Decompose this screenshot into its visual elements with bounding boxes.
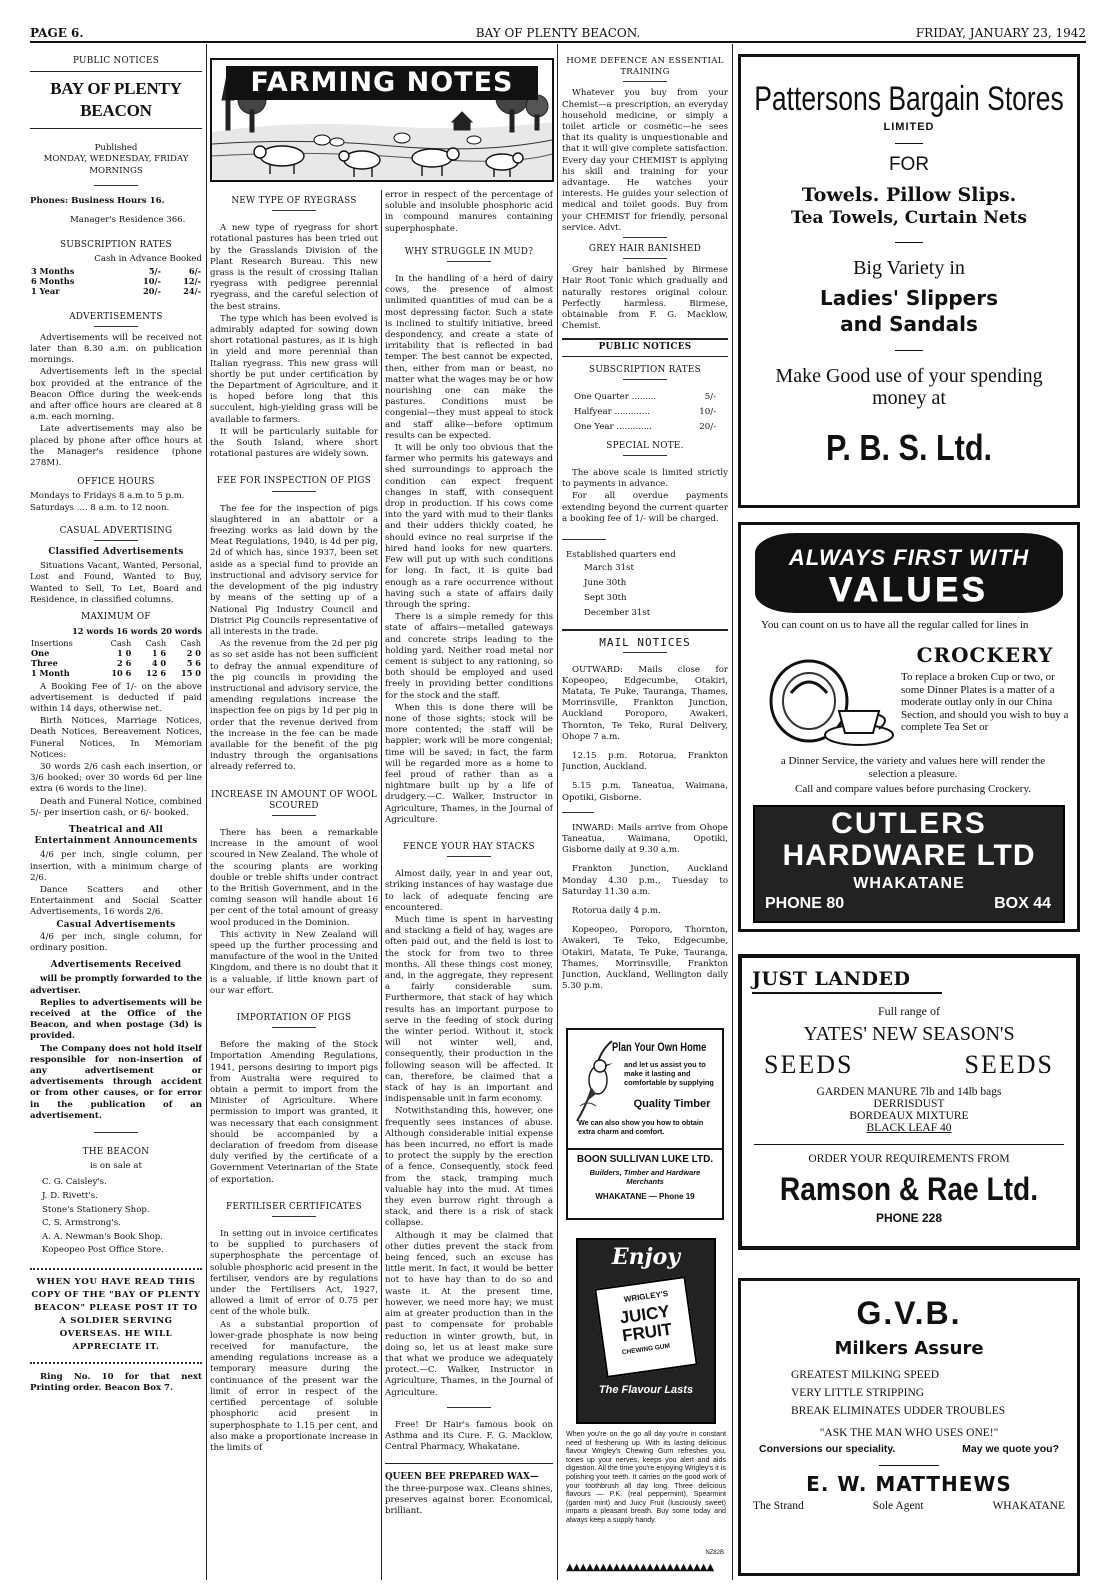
gvb-ask: "ASK THE MAN WHO USES ONE!" bbox=[819, 1427, 999, 1439]
rate-label: Halfyear ............. bbox=[574, 406, 650, 417]
paragraph: Birth Notices, Marriage Notices, Death Notices, Bereavement Notices, Funeral Notices, In Memoriam Notices: bbox=[30, 716, 202, 760]
quarter-item: March 31st bbox=[584, 563, 634, 574]
rates-list bbox=[562, 390, 728, 435]
boon-sullivan-ad bbox=[566, 1028, 724, 1220]
rule bbox=[754, 1144, 1064, 1145]
queen-bee-heading: QUEEN BEE PREPARED WAX— bbox=[385, 1472, 539, 1483]
table-cell: Cash bbox=[145, 637, 167, 648]
special-note-heading: SPECIAL NOTE. bbox=[606, 440, 684, 451]
divider bbox=[30, 1268, 202, 1270]
table-cell: One bbox=[31, 647, 50, 658]
paragraph: 4/6 per inch, single column, per insertion, with a minimum charge of 2/6. bbox=[30, 850, 202, 883]
queen-bee-text: the three-purpose wax. Cleans shines, preserves against borer. Economical, brilliant. bbox=[385, 1483, 553, 1516]
seeds-row bbox=[742, 1050, 1076, 1080]
article-heading: WHY STRUGGLE IN MUD? bbox=[404, 246, 534, 257]
table-cell: 5 6 bbox=[186, 657, 201, 668]
order-line: ORDER YOUR REQUIREMENTS FROM bbox=[808, 1153, 1010, 1165]
column-divider bbox=[206, 44, 207, 1580]
table-cell: Cash bbox=[180, 637, 201, 648]
divider bbox=[562, 539, 606, 540]
table-cell: 1 0 bbox=[117, 647, 132, 658]
phone-business: Phones: Business Hours 16. bbox=[30, 195, 165, 206]
black-leaf-line: BLACK LEAF 40 bbox=[866, 1122, 952, 1134]
divider bbox=[623, 81, 667, 82]
paragraph: 4/6 per inch, single column, for ordinary position. bbox=[30, 931, 202, 953]
nameplate: BAY OF PLENTY BEACON bbox=[50, 79, 182, 121]
short-rule bbox=[895, 350, 923, 351]
paragraph: OUTWARD: Mails close for Kopeopeo, Edgecumbe, Otakiri, Matata, Te Puke, Tauranga, Thames, Morrinsville, Frankton Junction, Auckland Poroporo, Awakeri, Thornton, Te Teko, Rural Delivery, Ohope 7 a.m. bbox=[562, 664, 728, 742]
paragraph: error in respect of the percentage of soluble and insoluble phosphoric acid in compound manures containing superphosphate. bbox=[385, 190, 553, 234]
paragraph: In the handling of a herd of dairy cows, the presence of almost unlimited quantities of mud can be a most depressing factor. Such a state is inclined to stultify initiative, breed despondency, and create a state of irritability that is reflected in bad temper. The best cannot be expected, then, either from man or beast, no matter what the wages may be or how nourishing one can make the pastures. Conditions must be congenial—they must appeal to stock and staff alike—before optimum results can be expected. bbox=[385, 274, 553, 441]
subscription-row bbox=[30, 286, 202, 296]
crockery-heading: CROCKERY bbox=[916, 643, 1054, 667]
divider bbox=[562, 338, 728, 340]
masthead bbox=[30, 26, 1086, 40]
crockery-call: Call and compare values before purchasing Crockery. bbox=[794, 783, 1031, 795]
gum-flavour: The Flavour Lasts bbox=[598, 1384, 694, 1396]
farming-notes-column-2 bbox=[385, 190, 553, 1580]
crockery-body-2: a Dinner Service, the variety and values here will render the selection a pleasure. bbox=[780, 755, 1046, 780]
full-range: Full range of bbox=[878, 1004, 940, 1018]
crockery-body: To replace a broken Cup or two, or some Dinner Plates is a matter of a moderate outlay only in our China Section, and should you wish to buy a complete Tea Set or bbox=[901, 671, 1069, 734]
masthead-rule bbox=[30, 41, 1086, 43]
paragraph: Replies to advertisements will be received at the Office of the Beacon, and when postage (3d) is provided. bbox=[30, 997, 202, 1042]
subscription-table bbox=[30, 266, 202, 296]
divider bbox=[272, 491, 316, 492]
table-cell: 4 0 bbox=[151, 657, 167, 668]
subscription-heading: SUBSCRIPTION RATES bbox=[589, 364, 701, 375]
subscription-row bbox=[30, 266, 202, 276]
insertion-rates-table bbox=[30, 638, 202, 678]
paragraph: Late advertisements may also be placed by phone after office hours at the Manager's residence (phone 278M). bbox=[30, 424, 202, 469]
pattersons-sandals: and Sandals bbox=[840, 312, 978, 336]
divider bbox=[623, 258, 667, 259]
divider bbox=[30, 1362, 202, 1364]
table-cell: 15 0 bbox=[181, 667, 201, 678]
received-heading: Advertisements Received bbox=[50, 960, 182, 971]
insertion-header-row bbox=[30, 638, 202, 648]
gvb-logo: G.V.B. bbox=[856, 1295, 962, 1331]
casual-ads-heading: Casual Advertisements bbox=[56, 919, 176, 930]
subscription-heading: SUBSCRIPTION RATES bbox=[60, 240, 172, 251]
rule bbox=[879, 1465, 939, 1466]
seller-list bbox=[30, 1176, 202, 1258]
paragraph: A Booking Fee of 1/- on the above advertisement is deducted if paid within 14 days, otherwise net. bbox=[30, 681, 202, 714]
table-cell: Cash bbox=[110, 637, 132, 648]
juicy-fruit-ad bbox=[566, 1236, 726, 1576]
mail-notices-heading: MAIL NOTICES bbox=[599, 636, 691, 650]
published-label: Published bbox=[94, 143, 138, 154]
gvb-milkers-ad bbox=[738, 1278, 1080, 1576]
plan-also: We can also show you how to obtain extra charm and comfort. bbox=[578, 1118, 704, 1136]
table-cell: 6 Months bbox=[31, 275, 75, 286]
paragraph: Although it may be claimed that other duties prevent the stack from being fenced, such an excuse has little merit. In fact, it would be better not to have hay than to do so and waste it. At the present time, however, we need more hay; we must aim at greater production than in the past to compensate for probable reduction in winter growth, but, in doing so, let us at least make sure that what we produce we adequately protect.—C. Walker, Instructor in Agriculture, Thames, in the Journal of Agriculture. bbox=[385, 1230, 553, 1398]
table-cell: 1 Year bbox=[31, 285, 60, 296]
paragraph: The Company does not hold itself responsible for non-insertion of any advertisement or advertisements through accident or from other causes, or for error in the publication of an advertisement. bbox=[30, 1043, 202, 1121]
paragraph: will be promptly forwarded to the advertiser. bbox=[30, 974, 202, 996]
paragraph: 12.15 p.m. Rotorua, Frankton Junction, Auckland. bbox=[562, 750, 728, 773]
seller-item: J. D. Rivett's. bbox=[42, 1191, 98, 1202]
ramson-phone: PHONE 228 bbox=[875, 1211, 943, 1225]
banner-title: FARMING NOTES bbox=[250, 67, 514, 98]
article-heading: FENCE YOUR HAY STACKS bbox=[403, 841, 535, 852]
plan-place: WHAKATANE — Phone 19 bbox=[595, 1192, 695, 1201]
quarters-heading: Established quarters end bbox=[566, 550, 676, 561]
gvb-footer-row bbox=[741, 1500, 1077, 1512]
divider bbox=[30, 128, 202, 129]
page-number: PAGE 6. bbox=[30, 26, 84, 40]
paragraph: It will be particularly suitable for the South Island, where short rotational pastures are widely sown. bbox=[210, 426, 378, 460]
quarter-item: June 30th bbox=[584, 578, 627, 589]
gvb-feature-1: GREATEST MILKING SPEED bbox=[791, 1369, 940, 1381]
paragraph: Kopeopeo, Poroporo, Thornton, Awakeri, Te Teko, Edgecumbe, Otakiri, Matata, Te Puke, Tauranga, Thames, Morrinsville, Frankton Junction, Auckland, Wellington daily 5.30 p.m. bbox=[562, 925, 728, 992]
divider bbox=[94, 540, 138, 541]
divider bbox=[623, 652, 667, 653]
subscription-columns: Cash in Advance Booked bbox=[94, 254, 202, 265]
gum-code: NZ82B bbox=[705, 1550, 724, 1556]
plan-timber: Quality Timber bbox=[633, 1098, 711, 1110]
seeds-right: SEEDS bbox=[964, 1050, 1054, 1079]
gvb-conversions: Conversions our speciality. bbox=[759, 1443, 896, 1455]
sale-line: is on sale at bbox=[89, 1161, 142, 1172]
article-heading: HOME DEFENCE AN ESSENTIAL TRAINING bbox=[566, 56, 724, 78]
quarter-item: December 31st bbox=[584, 608, 651, 619]
divider bbox=[623, 455, 667, 456]
office-hours-weekday: Mondays to Fridays 8 a.m to 5 p.m. bbox=[30, 491, 185, 502]
ramson-name: Ramson & Rae Ltd. bbox=[779, 1171, 1039, 1207]
crockery-illustration bbox=[761, 653, 901, 753]
public-notices-heading: PUBLIC NOTICES bbox=[598, 342, 692, 353]
paragraph: There is a simple remedy for this state of affairs—metalled gateways and concrete strips leading to the holding yard. Neither road metal nor cement is subject to any rationing, so both should be employed and used freely in providing better conditions for the stock and the staff. bbox=[385, 612, 553, 701]
short-rule bbox=[895, 143, 923, 144]
soldier-notice: WHEN YOU HAVE READ THIS COPY OF THE "BAY OF PLENTY BEACON" PLEASE POST IT TO A SOLDIER SERVING OVERSEAS. HE WILL APPRECIATE IT. bbox=[31, 1276, 201, 1352]
rate-value: 10/- bbox=[699, 406, 716, 417]
divider bbox=[94, 326, 138, 327]
paragraph: Death and Funeral Notice, combined 5/- per insertion cash, or 6/- booked. bbox=[30, 796, 202, 818]
divider bbox=[272, 1216, 316, 1217]
divider bbox=[568, 1148, 722, 1150]
plan-sub: Builders, Timber and Hardware Merchants bbox=[589, 1168, 701, 1186]
plan-title: Plan Your Own Home bbox=[612, 1040, 707, 1054]
gum-name: JUICY FRUIT bbox=[618, 1301, 674, 1346]
gum-chewing: CHEWING GUM bbox=[621, 1342, 671, 1357]
paragraph: As a substantial proportion of lower-grade phosphate is now being received for manufacture, the amending regulations increase as a temporary measure during the continuance of the present war the limit of error in respect of the certified percentage of soluble phosphoric acid present in superphosphate to 1.15 per cent, and also make a proportionate increase in the limits of bbox=[210, 1319, 378, 1453]
paragraph: This activity in New Zealand will speed up the further processing and manufacture of the wool in the United Kingdom, and there is no doubt that it is a valuable, if little known part of our war effort. bbox=[210, 929, 378, 996]
pattersons-spending: Make Good use of your spending money at bbox=[775, 365, 1043, 409]
ramson-rae-ad bbox=[738, 954, 1080, 1250]
column-divider bbox=[732, 44, 733, 1580]
values-text: VALUES bbox=[829, 571, 989, 609]
paragraph: When this is done there will be none of those sights; stock will be more contented; the staff will be happier; work will be more congenial; time will be saved; in fact, the farm will be regarded more as a home to feel proud of rather than as a nightmare built up by a life of drudgery.—C. Walker, Instructor in Agriculture, Thames, in the Journal of Agriculture. bbox=[385, 702, 553, 825]
seller-item: C. S. Armstrong's. bbox=[42, 1218, 121, 1229]
yates-line: YATES' NEW SEASON'S bbox=[803, 1023, 1015, 1045]
beacon-heading: THE BEACON bbox=[82, 1147, 150, 1158]
table-cell: Three bbox=[31, 657, 58, 668]
divider bbox=[562, 356, 728, 357]
cutlers-hardware: HARDWARE LTD bbox=[782, 839, 1036, 872]
article-heading: FEE FOR INSPECTION OF PIGS bbox=[216, 476, 372, 487]
publication-time: MORNINGS bbox=[89, 165, 143, 176]
cutlers-hardware-ad bbox=[738, 522, 1080, 932]
table-cell: 1 6 bbox=[151, 647, 167, 658]
gvb-strand: The Strand bbox=[753, 1500, 804, 1512]
table-cell: 6/- bbox=[188, 265, 201, 276]
seeds-left: SEEDS bbox=[764, 1050, 854, 1079]
paragraph: Before the making of the Stock Importation Amending Regulations, 1941, persons desiring to import pigs from Australia were required to obtain a permit to import from the Minister of Agriculture. Where permission to import was granted, it was necessary that each consignment should be accompanied by a declaration of freedom from disease duly verified by the certificate of a Government Veterinarian of the State of exportation. bbox=[210, 1040, 378, 1185]
table-cell: 10/- bbox=[143, 275, 161, 286]
triangle-border: ▲▲▲▲▲▲▲▲▲▲▲▲▲▲▲▲▲▲▲▲▲▲ bbox=[566, 1562, 714, 1573]
article-heading: GREY HAIR BANISHED bbox=[588, 244, 702, 255]
divider bbox=[385, 1463, 553, 1464]
divider bbox=[447, 261, 491, 262]
cutlers-box: BOX 44 bbox=[994, 895, 1051, 912]
paragraph: There has been a remarkable increase in the amount of wool scoured in New Zealand. The whole of the scouring plants are working double or treble shifts under contract to the British Government, and in the coming season will handle about 16 per cent of the total amount of greasy wool produced in the Dominion. bbox=[210, 827, 378, 928]
paragraph: The fee for the inspection of pigs slaughtered in an abattoir or a freezing works as laid down by the Meat Regulations, 1940, is 4d per pig, 2d of which has, since 1937, been set aside as a special fund to provide an instructional and advisory service for the development of the pig industry by means of the setting up of a National Pig Industry Council and District Pig Councils representative of all interests in the trade. bbox=[210, 503, 378, 637]
divider bbox=[94, 1132, 138, 1133]
divider bbox=[272, 1027, 316, 1028]
insertion-row bbox=[30, 668, 202, 678]
cutlers-name: CUTLERS bbox=[831, 807, 987, 840]
paragraph: For all overdue payments extending beyond the current quarter a booking fee of 1/- will be charged. bbox=[562, 491, 728, 524]
paragraph: Frankton Junction, Auckland Monday 4.30 p.m., Tuesday to Saturday 11.30 a.m. bbox=[562, 864, 728, 897]
table-cell: 2 6 bbox=[117, 657, 132, 668]
divider bbox=[272, 815, 316, 816]
pattersons-for: FOR bbox=[888, 154, 930, 175]
maximum-heading: MAXIMUM OF bbox=[81, 612, 151, 623]
paragraph: Rotorua daily 4 p.m. bbox=[572, 905, 661, 916]
gvb-agent: Sole Agent bbox=[872, 1500, 924, 1512]
table-cell: Insertions bbox=[31, 637, 73, 648]
divider bbox=[623, 237, 667, 238]
pattersons-curtains: Tea Towels, Curtain Nets bbox=[790, 208, 1028, 228]
divider bbox=[562, 812, 594, 813]
quarters-list bbox=[562, 561, 728, 621]
farming-notes-column-1 bbox=[210, 188, 378, 1580]
paragraph: Whatever you buy from your Chemist—a prescription, an everyday household medicine, or simply a toilet article or cosmetic—he sees that its quality is unquestionable and that it will give complete satisfaction. Every day your CHEMIST is applying his skill and training for your advantage. He watches your interests. He guides your selection of medical and toilet goods. Buy from your CHEMIST for friendly, personal service. Advt. bbox=[562, 88, 728, 233]
public-notices-column bbox=[30, 50, 202, 1580]
paragraph: Much time is spent in harvesting and stacking a field of hay, wages are often paid out, and the field is lost to the stock for from two to three months. All these things cost money, and, in the aggregate, they represent a fairly considerable sum. Furthermore, that stack of hay which results has an important purpose to serve in the feeding of stock during the winter period. Without it, stock will not winter well, and, consequently, their production in the following season will be affected. It can, therefore, be claimed that a stack of hay is an important and indispensable unit in farm economy. bbox=[385, 914, 553, 1105]
divider bbox=[94, 185, 138, 186]
advertisements-heading: ADVERTISEMENTS bbox=[69, 311, 163, 322]
casual-advertising-heading: CASUAL ADVERTISING bbox=[59, 525, 173, 536]
paragraph: Almost daily, year in and year out, striking instances of hay wastage due to lack of adequate fencing are encountered. bbox=[385, 869, 553, 913]
divider bbox=[447, 1407, 491, 1408]
phone-manager: Manager's Residence 366. bbox=[70, 215, 186, 226]
gum-brand: WRIGLEY'S bbox=[623, 1288, 669, 1305]
paragraph: 30 words 2/6 cash each insertion, or 3/6 booked; over 30 words 6d per line extra (6 words to the line). bbox=[30, 761, 202, 795]
cutlers-phone: PHONE 80 bbox=[765, 895, 845, 912]
paragraph: As the revenue from the 2d per pig as so set aside has not been sufficient to defray the annual expenditure of the pig councils in providing the instructional and advisory service, the amending regulations increase the inspection fee on pigs by 1d per pig in order that the revenue derived from the increase in the fee can be made available for the benefit of the pig industry through the organisations already referred to. bbox=[210, 639, 378, 773]
divider bbox=[272, 210, 316, 211]
pattersons-slippers: Ladies' Slippers bbox=[819, 286, 999, 310]
plan-company: BOON SULLIVAN LUKE LTD. bbox=[576, 1154, 714, 1165]
article-heading: IMPORTATION OF PIGS bbox=[236, 1013, 352, 1023]
pattersons-ad bbox=[738, 54, 1080, 508]
rate-row bbox=[574, 390, 716, 405]
milkers-assure: Milkers Assure bbox=[834, 1338, 984, 1359]
article-heading: FERTILISER CERTIFICATES bbox=[226, 1201, 362, 1212]
article-heading: NEW TYPE OF RYEGRASS bbox=[231, 196, 357, 206]
paragraph: Situations Vacant, Wanted, Personal, Lost and Found, Wanted to Buy, Wanted to Sell, To Let, Board and Residence, in classified columns. bbox=[30, 561, 202, 605]
theatrical-heading: Theatrical and All Entertainment Announcements bbox=[34, 824, 198, 847]
table-cell: 12/- bbox=[183, 275, 201, 286]
just-landed: JUST LANDED bbox=[752, 968, 911, 990]
gum-copy: When you're on the go all day you're in constant need of freshening up. With its lasting delicious flavour Wrigley's Chewing Gum refreshes you, tones up your nerves, keeps you alert and aids digestion. All the time you're enjoying Wrigley's it is polishing your teeth. It carries on the good work of your toothbrush all day long. Three delicious flavours — P.K. (real peppermint), Spearmint (garden mint) and Juicy Fruit (lusciously sweet) imparts a pleasant breath. Buy some today and always keep a supply handy. bbox=[566, 1430, 726, 1524]
crockery-intro: You can count on us to have all the regular called for lines in bbox=[761, 619, 1029, 631]
insertion-row bbox=[30, 658, 202, 668]
column-divider bbox=[381, 190, 382, 1580]
subscription-row bbox=[30, 276, 202, 286]
short-rule bbox=[895, 242, 923, 243]
divider bbox=[30, 71, 202, 72]
paragraph: Notwithstanding this, however, one frequently sees instances of abuse. Although considerable initial expense has been incurred, no effort is made to protect the supply by the erection of a fence. Consequently, stock feed from the stack, tramping much valuable hay into the mud. At times they even burrow right through a stack, and there is a risk of stack collapse. bbox=[385, 1106, 553, 1229]
seller-item: A. A. Newman's Book Shop. bbox=[42, 1231, 164, 1242]
seller-item: Kopeopeo Post Office Store. bbox=[42, 1245, 164, 1256]
table-cell: 5/- bbox=[148, 265, 161, 276]
gum-enjoy: Enjoy bbox=[611, 1244, 681, 1270]
paragraph: The type which has been evolved is admirably adapted for sowing down short rotational pastures, as it is high in yield and more perennial than Italian ryegrass. This new grass will shortly be put under certification by the Department of Agriculture, and it is hoped before long that this succulent, high-yielding grass will be available to farmers. bbox=[210, 313, 378, 425]
paragraph: Advertisements will be received not later than 8.30 a.m. on publication mornings. bbox=[30, 332, 202, 366]
section-heading: PUBLIC NOTICES bbox=[72, 56, 160, 66]
gvb-feature-2: VERY LITTLE STRIPPING bbox=[791, 1387, 925, 1399]
rule bbox=[752, 992, 942, 994]
paragraph: The above scale is limited strictly to payments in advance. bbox=[562, 468, 728, 490]
rate-row bbox=[574, 405, 716, 420]
paragraph: In setting out in invoice certificates to be supplied to purchasers of superphosphate the percentage of soluble phosphoric acid present in the fertiliser, vendors are by regulations under the Fertilisers Act, 1927, allowed a limit of error of 0.75 per cent of the whole bulk. bbox=[210, 1229, 378, 1318]
article-heading: INCREASE IN AMOUNT OF WOOL SCOURED bbox=[210, 789, 378, 811]
pattersons-pbs: P. B. S. Ltd. bbox=[825, 427, 993, 468]
gvb-feature-3: BREAK ELIMINATES UDDER TROUBLES bbox=[791, 1405, 1006, 1417]
column-divider bbox=[557, 44, 558, 1580]
table-cell: 20/- bbox=[143, 285, 161, 296]
paragraph: Grey hair banished by Birmese Hair Root Tonic which gradually and naturally restores original colour. Perfectly harmless. Birmese, obtainable from F. G. Macklow, Chemist. bbox=[562, 265, 728, 332]
plan-body: and let us assist you to make it lasting and comfortable by supplying bbox=[624, 1060, 714, 1087]
classified-heading: Classified Advertisements bbox=[48, 547, 184, 558]
publication-days: MONDAY, WEDNESDAY, FRIDAY bbox=[43, 154, 189, 165]
seller-item: C. G. Caisley's. bbox=[42, 1177, 107, 1188]
pattersons-variety: Big Variety in bbox=[853, 257, 965, 279]
issue-date: FRIDAY, JANUARY 23, 1942 bbox=[915, 26, 1086, 40]
paragraph: It will be only too obvious that the farmer who permits his gateways and shed surroundings to approach the condition can expect frequent changes in staff, with consequent drop in production. If his cows come into the yard with mud to their flanks and their udders thickly coated, he should evince no real surprise if the hired hand looks for new quarters. Few will put up with such conditions for long. In fact, it is quite bad enough as a rare occurrence without having such a state of affairs daily through the spring. bbox=[385, 443, 553, 610]
table-cell: 1 Month bbox=[31, 667, 70, 678]
gvb-town: WHAKATANE bbox=[992, 1500, 1065, 1512]
rate-label: One Year ............. bbox=[574, 421, 652, 432]
insertion-row bbox=[30, 648, 202, 658]
divider bbox=[447, 856, 491, 857]
always-first-text: ALWAYS FIRST WITH bbox=[788, 545, 1030, 570]
seller-item: Stone's Stationery Shop. bbox=[42, 1204, 150, 1215]
table-cell: 3 Months bbox=[31, 265, 75, 276]
bordeaux-line: BORDEAUX MIXTURE bbox=[849, 1110, 969, 1122]
paragraph: Advertisements left in the special box provided at the entrance of the Beacon Office during the week-ends and after office hours are cleared at 8 a.m. each morning. bbox=[30, 367, 202, 423]
paragraph: INWARD: Mails arrive from Ohope Taneatua, Waimana, Opotiki, Gisborne daily at 9.30 a.m. bbox=[562, 822, 728, 856]
pattersons-limited: LIMITED bbox=[883, 121, 935, 133]
derrisdust-line: DERRISDUST bbox=[873, 1098, 945, 1110]
paper-title: BAY OF PLENTY BEACON. bbox=[475, 26, 641, 40]
office-hours-saturday: Saturdays .... 8 a.m. to 12 noon. bbox=[30, 502, 170, 513]
farming-notes-banner bbox=[210, 58, 554, 182]
paragraph: 5.15 p.m. Taneatua, Waimana, Opotiki, Gisborne. bbox=[562, 781, 728, 803]
rate-label: One Quarter ......... bbox=[574, 391, 657, 402]
rate-value: 20/- bbox=[699, 421, 716, 432]
paragraph: A new type of ryegrass for short rotational pastures has been tried out by the Grasslands Division of the Plant Research Bureau. This new grass is the result of crossing Italian ryegrass with pedigree perennial ryegrass, and the careful selection of the best strains. bbox=[210, 223, 378, 312]
table-cell: 12 6 bbox=[146, 667, 167, 678]
words-heading: 12 words 16 words 20 words bbox=[72, 626, 202, 637]
divider bbox=[562, 629, 728, 631]
paragraph: Dance Scatters and other Entertainment and Social Scatter Advertisements, 16 words 2/6. bbox=[30, 884, 202, 918]
rate-row bbox=[574, 420, 716, 435]
matthews-name: E. W. MATTHEWS bbox=[806, 1472, 1012, 1496]
quarter-item: Sept 30th bbox=[584, 593, 627, 604]
gvb-quote-row bbox=[741, 1443, 1077, 1455]
asthma-notice: Free! Dr Hair's famous book on Asthma and its Cure. F. G. Macklow, Central Pharmacy, Whakatane. bbox=[385, 1419, 553, 1453]
gvb-quote: May we quote you? bbox=[962, 1443, 1059, 1455]
pattersons-name: Pattersons Bargain Stores bbox=[754, 80, 1064, 118]
manure-line: GARDEN MANURE 7lb and 14lb bags bbox=[816, 1086, 1002, 1098]
table-cell: 10 6 bbox=[111, 667, 132, 678]
printing-notice: Ring No. 10 for that next Printing order. Beacon Box 7. bbox=[30, 1371, 202, 1394]
table-cell: 24/- bbox=[183, 285, 201, 296]
pattersons-towels: Towels. Pillow Slips. bbox=[801, 184, 1017, 206]
divider bbox=[623, 379, 667, 380]
office-hours-heading: OFFICE HOURS bbox=[77, 477, 155, 488]
rate-value: 5/- bbox=[704, 391, 716, 402]
cutlers-town: WHAKATANE bbox=[853, 875, 965, 892]
table-cell: 2 0 bbox=[186, 647, 201, 658]
